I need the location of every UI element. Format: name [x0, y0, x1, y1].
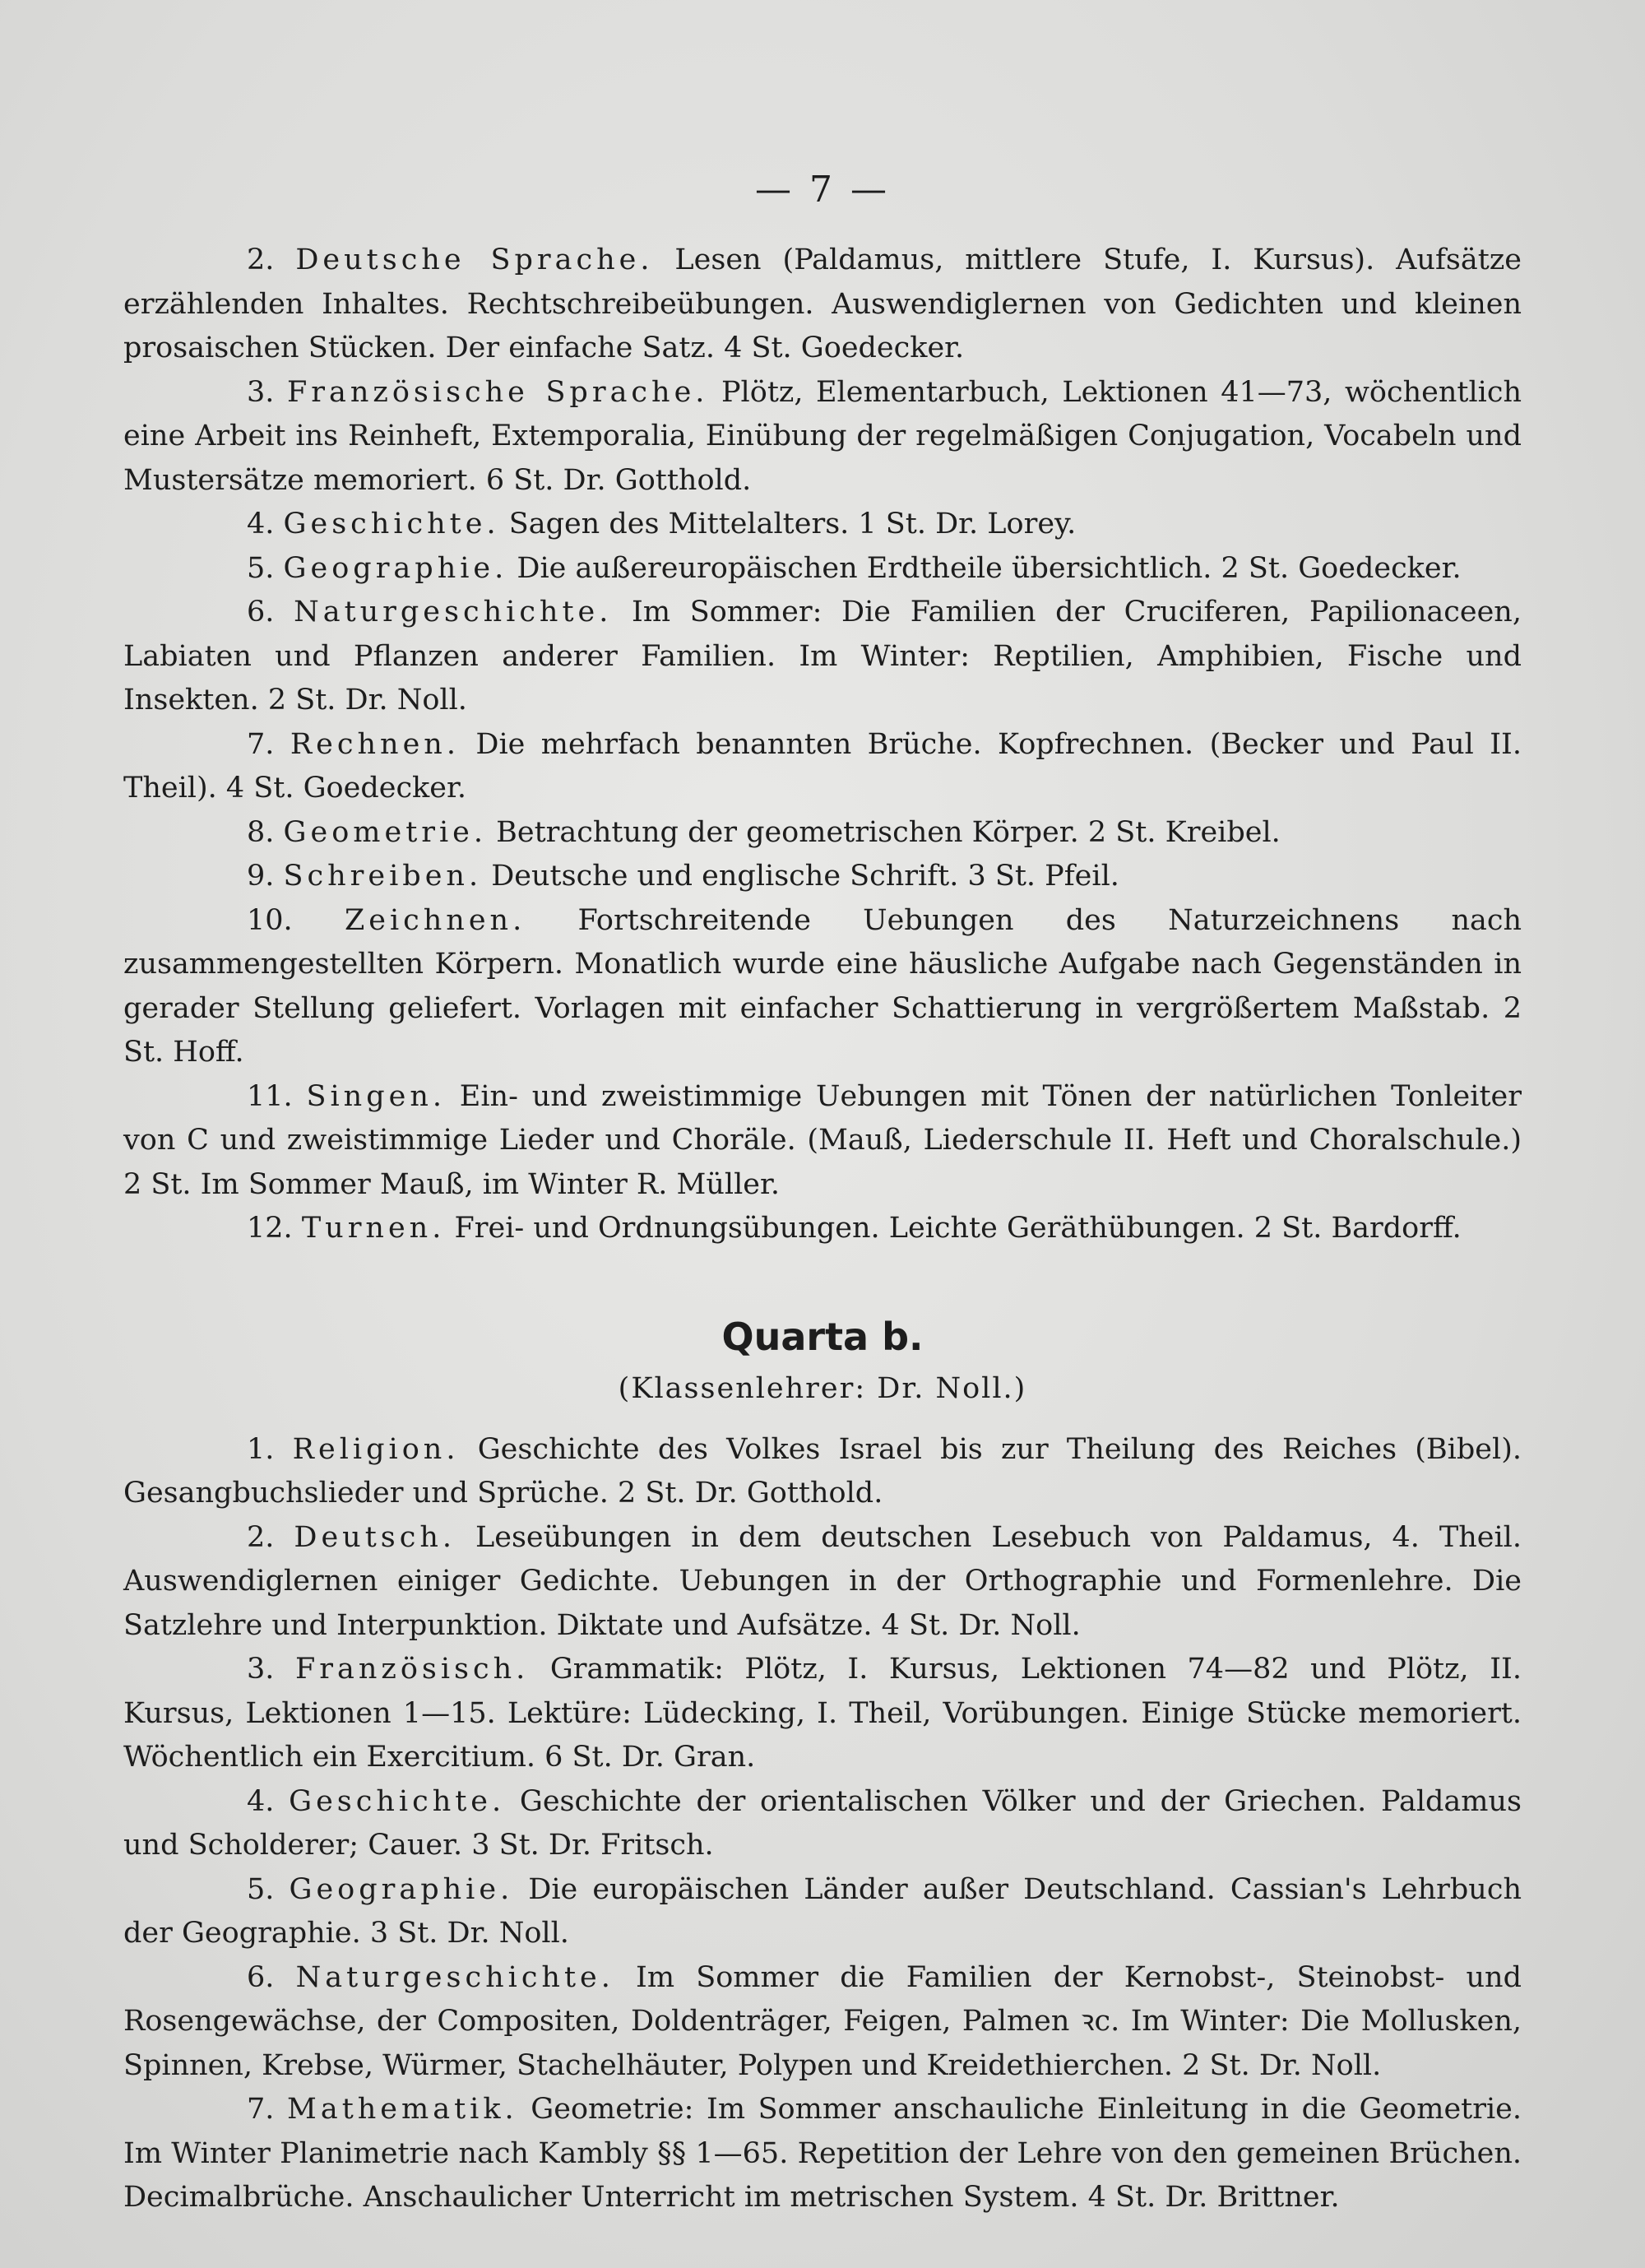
entry-number: 7.	[247, 2093, 275, 2126]
entry-number: 3.	[247, 375, 275, 409]
entry-number: 2.	[247, 243, 275, 276]
entry-number: 5.	[247, 1872, 275, 1906]
entry-number: 7.	[247, 727, 275, 761]
subject-name: Naturgeschichte.	[295, 1960, 614, 1994]
curriculum-section-quarta-b	[123, 1428, 1522, 2220]
subject-entry	[123, 1516, 1522, 1649]
class-heading: Quarta b.	[721, 1314, 924, 1359]
subject-description: Frei- und Ordnungsübungen. Leichte Geräthübungen. 2 St. Bardorff.	[454, 1212, 1462, 1245]
subject-description: Leseübungen in dem deutschen Lesebuch von Paldamus, 4. Theil. Auswendiglernen einiger Gedichte. Uebungen in der Orthographie und Formenlehre. Die Satzlehre und Interpunktion. Diktate und Aufsätze. 4 St. Dr. Noll.	[123, 1520, 1522, 1642]
subject-description: Sagen des Mittelalters. 1 St. Dr. Lorey.	[508, 508, 1077, 540]
subject-name: Geschichte.	[289, 1784, 506, 1818]
subject-entry	[123, 899, 1522, 1075]
page-content	[123, 239, 1522, 2220]
subject-description: Geschichte des Volkes Israel bis zur Theilung des Reiches (Bibel). Gesangbuchslieder und Sprüche. 2 St. Dr. Gotthold.	[123, 1432, 1522, 1510]
subject-name: Zeichnen.	[344, 903, 526, 937]
entry-number: 9.	[247, 860, 275, 893]
subject-description: Lesen (Paldamus, mittlere Stufe, I. Kursus). Aufsätze erzählenden Inhaltes. Rechtschreibeübungen. Auswendiglernen von Gedichten und kleinen prosaischen Stücken. Der einfache Satz. 4 St. Goedecker.	[123, 243, 1522, 364]
subject-name: Singen.	[306, 1079, 446, 1113]
subject-entry	[123, 811, 1522, 856]
subject-name: Naturgeschichte.	[294, 596, 613, 628]
subject-description: Geschichte der orientalischen Völker und der Griechen. Paldamus und Scholderer; Cauer. 3 St. Dr. Fritsch.	[123, 1784, 1522, 1862]
entry-number: 4.	[247, 1784, 275, 1818]
entry-number: 2.	[247, 1520, 275, 1554]
subject-entry	[123, 371, 1522, 503]
subject-description: Ein- und zweistimmige Uebungen mit Tönen der natürlichen Tonleiter von C und zweistimmige Lieder und Choräle. (Mauß, Liederschule II. Heft und Choralschule.) 2 St. Im Sommer Mauß, im Winter R. Müller.	[123, 1079, 1522, 1201]
subject-name: Religion.	[292, 1432, 460, 1466]
entry-number: 10.	[247, 903, 293, 937]
subject-description: Plötz, Elementarbuch, Lektionen 41—73, wöchentlich eine Arbeit ins Reinheft, Extemporalia, Einübung der regelmäßigen Conjugation, Vocabeln und Mustersätze memoriert. 6 St. Dr. Gotthold.	[123, 375, 1522, 497]
subject-entry	[123, 855, 1522, 899]
subject-entry	[123, 239, 1522, 371]
entry-number: 12.	[247, 1212, 293, 1245]
class-teacher-line: (Klassenlehrer: Dr. Noll.)	[618, 1372, 1027, 1405]
subject-entry	[123, 1780, 1522, 1868]
subject-description: Grammatik: Plötz, I. Kursus, Lektionen 74—82 und Plötz, II. Kursus, Lektionen 1—15. Lektüre: Lüdecking, I. Theil, Vorübungen. Einige Stücke memoriert. Wöchentlich ein Exercitium. 6 St. Dr. Gran.	[123, 1653, 1522, 1774]
subject-description: Die mehrfach benannten Brüche. Kopfrechnen. (Becker und Paul II. Theil). 4 St. Goedecker.	[123, 727, 1522, 805]
subject-description: Die außereuropäischen Erdtheile übersichtlich. 2 St. Goedecker.	[517, 551, 1462, 585]
entry-number: 4.	[247, 508, 275, 540]
subject-name: Mathematik.	[287, 2093, 518, 2126]
subject-name: Schreiben.	[283, 860, 483, 893]
subject-name: Deutsch.	[294, 1520, 456, 1554]
entry-number: 11.	[247, 1079, 293, 1113]
subject-entry	[123, 1207, 1522, 1251]
subject-description: Im Sommer: Die Familien der Cruciferen, Papilionaceen, Labiaten und Pflanzen anderer Familien. Im Winter: Reptilien, Amphibien, Fische und Insekten. 2 St. Dr. Noll.	[123, 596, 1522, 717]
subject-entry	[123, 1428, 1522, 1516]
page-number: — 7 —	[755, 169, 890, 211]
subject-entry	[123, 2088, 1522, 2220]
subject-description: Fortschreitende Uebungen des Naturzeichnens nach zusammengestellten Körpern. Monatlich wurde eine häusliche Aufgabe nach Gegenständen in gerader Stellung geliefert. Vorlagen mit einfacher Schattierung in vergrößertem Maßstab. 2 St. Hoff.	[123, 903, 1522, 1069]
entry-number: 3.	[247, 1653, 275, 1686]
subject-description: Die europäischen Länder außer Deutschland. Cassian's Lehrbuch der Geographie. 3 St. Dr. Noll.	[123, 1872, 1522, 1950]
subject-entry	[123, 547, 1522, 591]
subject-entry	[123, 1075, 1522, 1208]
subject-entry	[123, 591, 1522, 723]
entry-number: 6.	[247, 596, 275, 628]
subject-name: Rechnen.	[290, 727, 460, 761]
subject-entry	[123, 1868, 1522, 1956]
subject-name: Französische Sprache.	[286, 375, 709, 409]
subject-description: Deutsche und englische Schrift. 3 St. Pfeil.	[491, 860, 1119, 893]
subject-entry	[123, 1956, 1522, 2089]
subject-name: Französisch.	[294, 1653, 530, 1686]
curriculum-section-upper	[123, 239, 1522, 1251]
subject-description: Geometrie: Im Sommer anschauliche Einleitung in die Geometrie. Im Winter Planimetrie nach Kambly §§ 1—65. Repetition der Lehre von den gemeinen Brüchen. Decimalbrüche. Anschaulicher Unterricht im metrischen System. 4 St. Dr. Brittner.	[123, 2093, 1522, 2214]
entry-number: 8.	[247, 815, 275, 849]
subject-entry	[123, 1648, 1522, 1780]
subject-description: Im Sommer die Familien der Kernobst-, Steinobst- und Rosengewächse, der Compositen, Doldenträger, Feigen, Palmen ꝛc. Im Winter: Die Mollusken, Spinnen, Krebse, Würmer, Stachelhäuter, Polypen und Kreidethierchen. 2 St. Dr. Noll.	[123, 1960, 1522, 2082]
subject-name: Geographie.	[289, 1872, 514, 1906]
subject-name: Geographie.	[283, 551, 508, 585]
entry-number: 5.	[247, 551, 275, 585]
subject-name: Deutsche Sprache.	[295, 243, 654, 276]
subject-name: Geometrie.	[283, 815, 488, 849]
subject-entry	[123, 723, 1522, 811]
subject-entry	[123, 503, 1522, 547]
entry-number: 1.	[247, 1432, 275, 1466]
subject-description: Betrachtung der geometrischen Körper. 2 St. Kreibel.	[496, 815, 1281, 849]
entry-number: 6.	[247, 1960, 275, 1994]
subject-name: Turnen.	[301, 1212, 446, 1245]
subject-name: Geschichte.	[283, 508, 500, 540]
